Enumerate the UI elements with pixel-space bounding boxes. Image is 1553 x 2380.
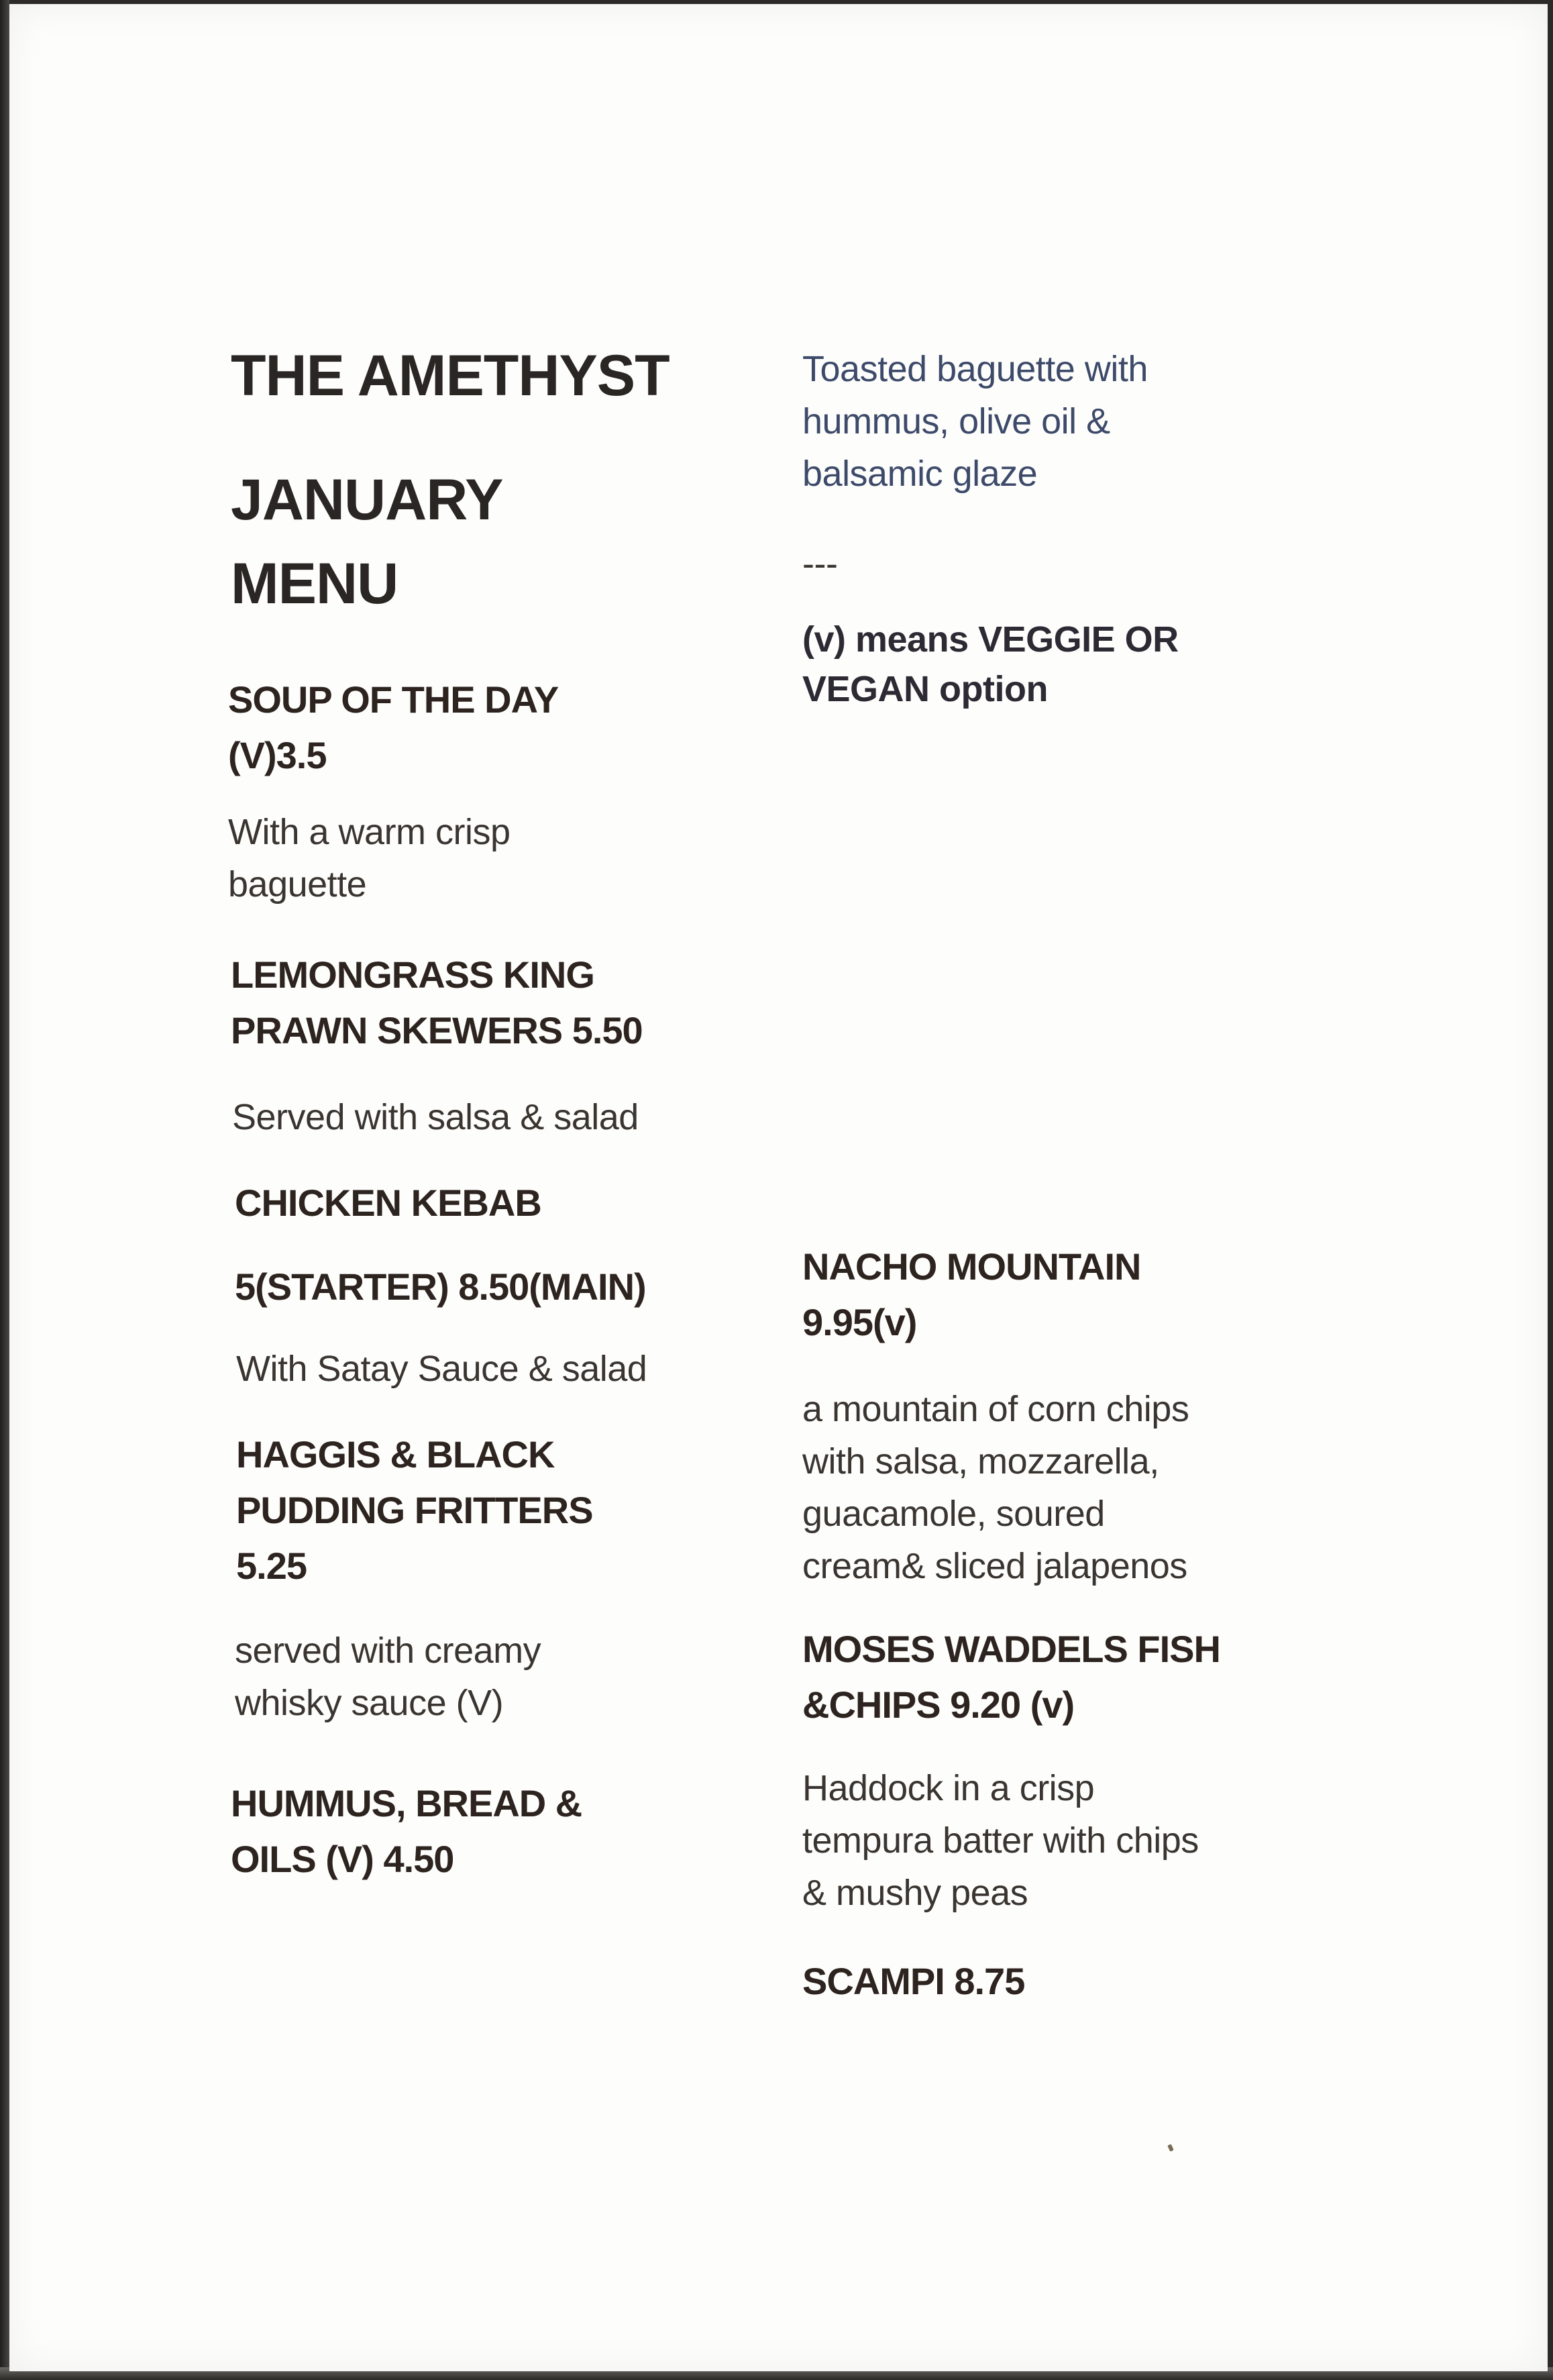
menu-heading-month: JANUARY bbox=[231, 468, 503, 532]
dish-soup-of-the-day: SOUP OF THE DAY (V)3.5 bbox=[228, 678, 559, 776]
dish-nacho-mountain: NACHO MOUNTAIN 9.95(v) bbox=[802, 1245, 1141, 1343]
dish-lemongrass-prawn-skewers: LEMONGRASS KING PRAWN SKEWERS 5.50 bbox=[231, 953, 643, 1051]
desc-haggis-fritters: served with creamy whisky sauce (V) bbox=[235, 1631, 541, 1723]
dish-chicken-kebab-prices: 5(STARTER) 8.50(MAIN) bbox=[235, 1265, 646, 1308]
veggie-vegan-note: (v) means VEGGIE OR VEGAN option bbox=[802, 619, 1179, 709]
paper-speck bbox=[1167, 2144, 1174, 2152]
section-divider: --- bbox=[802, 544, 838, 584]
menu-heading-menu: MENU bbox=[231, 552, 398, 616]
desc-chicken-kebab: With Satay Sauce & salad bbox=[236, 1349, 647, 1389]
restaurant-name: THE AMETHYST bbox=[231, 344, 670, 408]
dish-haggis-fritters: HAGGIS & BLACK PUDDING FRITTERS 5.25 bbox=[236, 1433, 593, 1587]
menu-sheet bbox=[9, 4, 1548, 2371]
desc-hummus-bread: Toasted baguette with hummus, olive oil & balsamic glaze bbox=[802, 349, 1148, 494]
dish-fish-and-chips: MOSES WADDELS FISH &CHIPS 9.20 (v) bbox=[802, 1628, 1220, 1726]
dish-hummus-bread-oils: HUMMUS, BREAD & OILS (V) 4.50 bbox=[231, 1782, 582, 1880]
desc-prawn-skewers: Served with salsa & salad bbox=[232, 1097, 639, 1137]
desc-soup: With a warm crisp baguette bbox=[228, 812, 511, 904]
left-edge-shadow bbox=[0, 0, 9, 2380]
desc-fish-and-chips: Haddock in a crisp tempura batter with chips & mushy peas bbox=[802, 1768, 1199, 1913]
dish-scampi: SCAMPI 8.75 bbox=[802, 1960, 1025, 2002]
dish-chicken-kebab: CHICKEN KEBAB bbox=[235, 1182, 541, 1224]
desc-nacho-mountain: a mountain of corn chips with salsa, mozzarella, guacamole, soured cream& sliced jalapenos bbox=[802, 1389, 1189, 1586]
